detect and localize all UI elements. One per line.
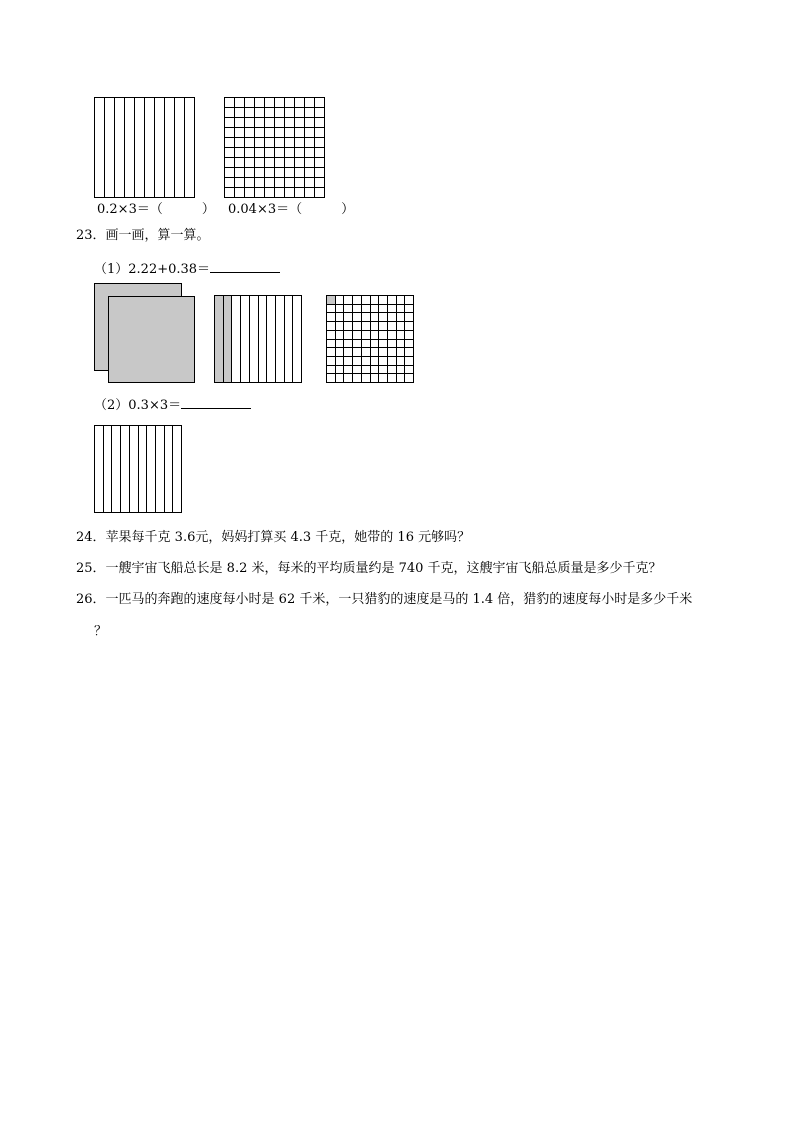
q23-part1 (94, 259, 280, 278)
tenths-strip-figure-q23 (214, 295, 303, 383)
q23-part1-answer-blank[interactable] (210, 259, 280, 273)
q24-text: 24．苹果每千克 3.6元，妈妈打算买 4.3 千克，她带的 16 元够吗？ (76, 530, 471, 545)
shaded-tenth (215, 296, 224, 383)
front-square (109, 297, 195, 383)
q26-text: 26．一匹马的奔跑的速度每小时是 62 千米，一只猎豹的速度是马的 1.4 倍，猎豹的速度每小时是多少千米 (76, 592, 693, 607)
hundredths-grid-figure-q23 (326, 295, 415, 383)
shaded-hundredth (327, 296, 336, 305)
q22-expression-1: 0.2×3＝（ ） (97, 202, 215, 217)
shaded-tenth (223, 296, 232, 383)
q23-part2 (94, 395, 251, 414)
overlapping-squares-figure-q23 (94, 283, 196, 384)
q22-expression-2: 0.04×3＝（ ） (228, 202, 355, 217)
q26-continuation: ？ (94, 624, 108, 639)
q25-text: 25．一艘宇宙飞船总长是 8.2 米，每米的平均质量约是 740 千克，这艘宇宙飞船总质量是多少千克？ (76, 561, 662, 576)
tenths-strip-figure-q22 (94, 97, 195, 198)
hundredths-grid-figure-q22 (224, 97, 325, 198)
q23-part2-text: （2）0.3×3＝ (94, 398, 182, 413)
q23-label: 23．画一画，算一算。 (76, 228, 210, 243)
q23-part1-text: （1）2.22+0.38＝ (94, 262, 211, 277)
tenths-strip-figure-q23-part2 (94, 425, 183, 513)
q23-part2-answer-blank[interactable] (181, 395, 251, 409)
